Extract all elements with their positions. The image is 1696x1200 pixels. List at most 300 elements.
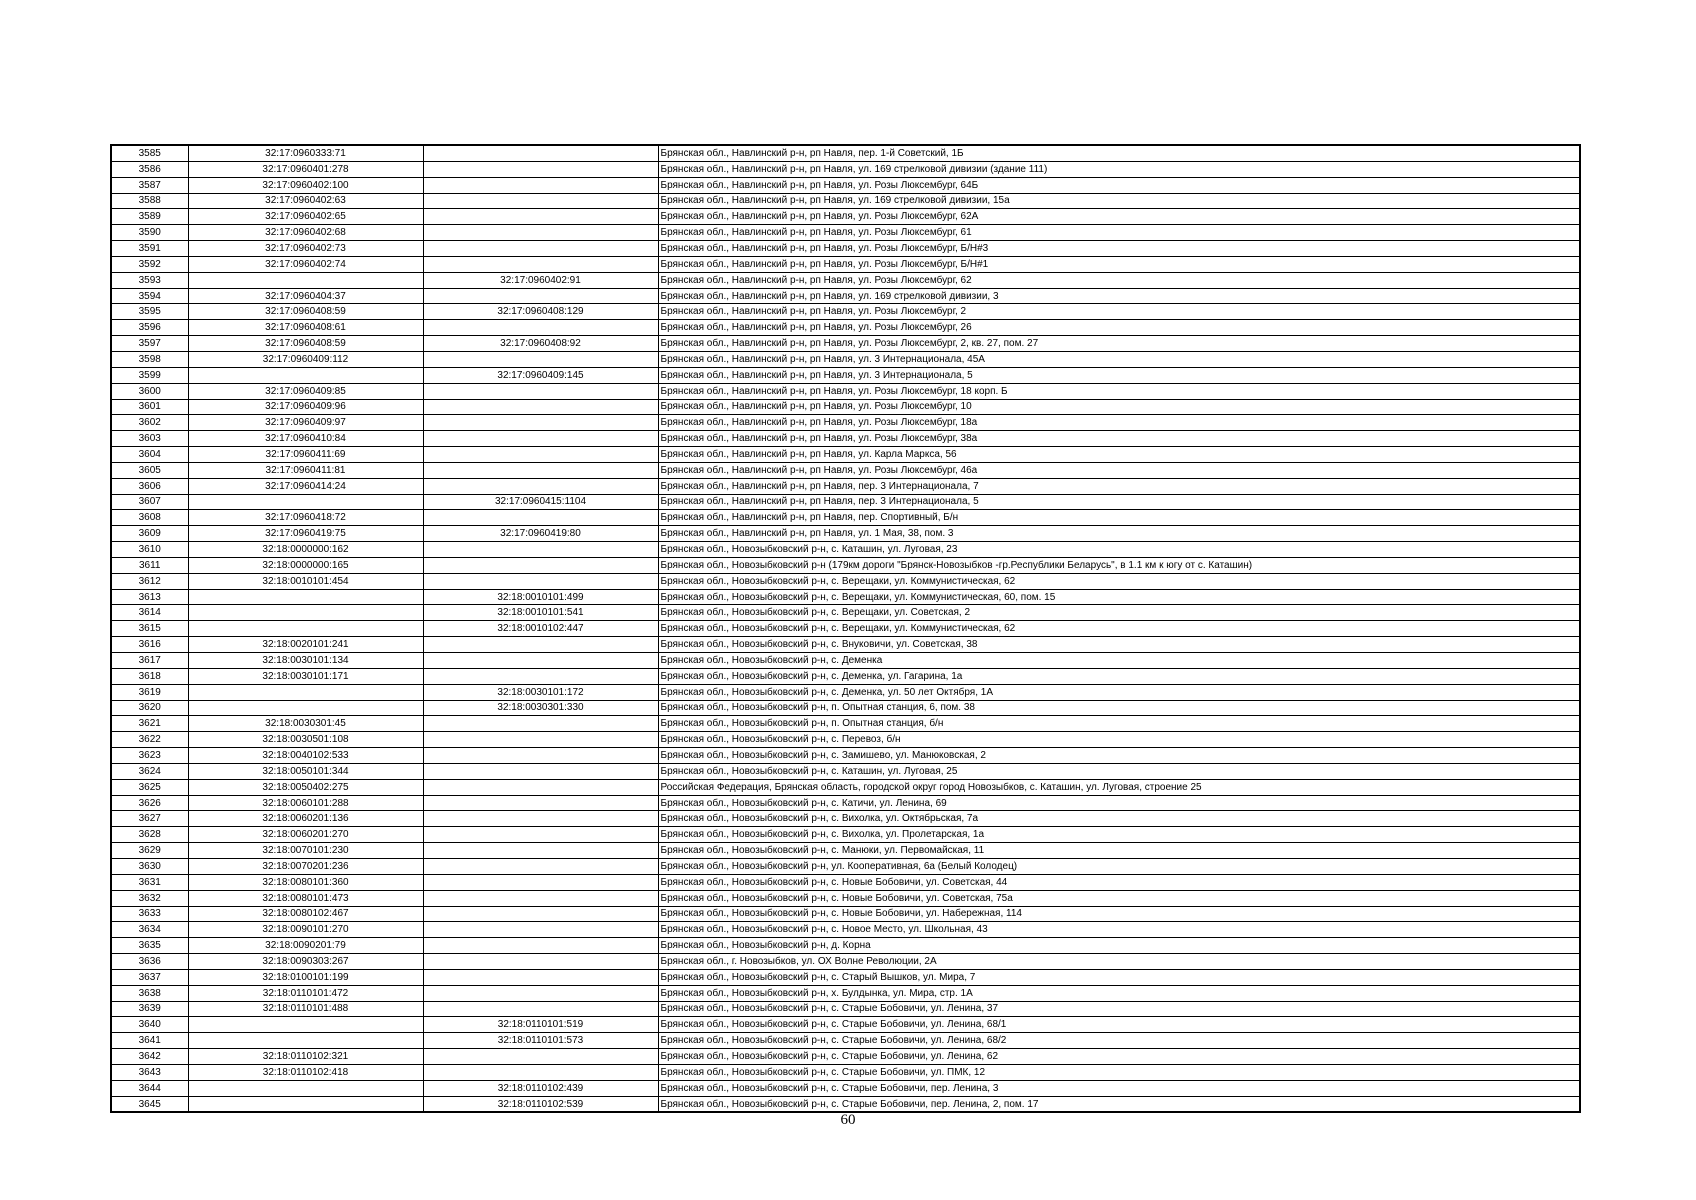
address: Российская Федерация, Брянская область, городской округ город Новозыбков, с. Каташин, ул. Луговая, строение 25 (658, 779, 1580, 795)
address: Брянская обл., Новозыбковский р-н, с. Деменка, ул. 50 лет Октября, 1А (658, 684, 1580, 700)
row-number: 3643 (111, 1064, 188, 1080)
row-number: 3607 (111, 494, 188, 510)
cadastral-number-secondary (423, 874, 658, 890)
cadastral-number-secondary (423, 177, 658, 193)
address: Брянская обл., Навлинский р-н, рп Навля, ул. Розы Люксембург, Б/Н#1 (658, 256, 1580, 272)
cadastral-number: 32:17:0960402:65 (188, 209, 423, 225)
address: Брянская обл., Новозыбковский р-н, п. Опытная станция, б/н (658, 716, 1580, 732)
cadastral-number (188, 621, 423, 637)
row-number: 3623 (111, 748, 188, 764)
table-row (111, 684, 1580, 700)
table-row (111, 1049, 1580, 1065)
row-number: 3585 (111, 145, 188, 161)
cadastral-number-secondary (423, 1049, 658, 1065)
cadastral-number: 32:17:0960404:37 (188, 288, 423, 304)
row-number: 3628 (111, 827, 188, 843)
cadastral-number: 32:17:0960401:278 (188, 161, 423, 177)
address: Брянская обл., Новозыбковский р-н, с. Перевоз, б/н (658, 732, 1580, 748)
address: Брянская обл., г. Новозыбков, ул. ОХ Волне Революции, 2А (658, 954, 1580, 970)
address: Брянская обл., Новозыбковский р-н (179км дороги "Брянск-Новозыбков -гр.Республики Беларусь", в 1.1 км к югу от с. Каташин) (658, 557, 1580, 573)
cadastral-number-secondary (423, 225, 658, 241)
address: Брянская обл., Навлинский р-н, рп Навля, пер. 3 Интернационала, 7 (658, 478, 1580, 494)
row-number: 3588 (111, 193, 188, 209)
cadastral-number-secondary (423, 415, 658, 431)
table-row (111, 383, 1580, 399)
row-number: 3602 (111, 415, 188, 431)
cadastral-number (188, 1017, 423, 1033)
address: Брянская обл., Новозыбковский р-н, с. Новые Бобовичи, ул. Набережная, 114 (658, 906, 1580, 922)
cadastral-number-secondary (423, 557, 658, 573)
address: Брянская обл., Новозыбковский р-н, с. Новые Бобовичи, ул. Советская, 75а (658, 890, 1580, 906)
row-number: 3608 (111, 510, 188, 526)
row-number: 3597 (111, 336, 188, 352)
cadastral-number-secondary: 32:18:0010101:499 (423, 589, 658, 605)
row-number: 3618 (111, 668, 188, 684)
row-number: 3596 (111, 320, 188, 336)
cadastral-number: 32:17:0960402:73 (188, 241, 423, 257)
cadastral-number-secondary (423, 145, 658, 161)
row-number: 3644 (111, 1080, 188, 1096)
cadastral-number: 32:17:0960418:72 (188, 510, 423, 526)
address: Брянская обл., Новозыбковский р-н, с. Старые Бобовичи, пер. Ленина, 2, пом. 17 (658, 1096, 1580, 1112)
table-row (111, 874, 1580, 890)
cadastral-number-secondary: 32:17:0960409:145 (423, 367, 658, 383)
cadastral-number-secondary (423, 193, 658, 209)
row-number: 3620 (111, 700, 188, 716)
cadastral-number-secondary (423, 795, 658, 811)
cadastral-number-secondary (423, 209, 658, 225)
row-number: 3639 (111, 1001, 188, 1017)
cadastral-number (188, 1096, 423, 1112)
row-number: 3641 (111, 1033, 188, 1049)
table-row (111, 288, 1580, 304)
cadastral-number: 32:18:0080101:473 (188, 890, 423, 906)
cadastral-number-secondary: 32:18:0030301:330 (423, 700, 658, 716)
cadastral-number: 32:17:0960409:112 (188, 351, 423, 367)
table-row (111, 858, 1580, 874)
cadastral-number (188, 494, 423, 510)
cadastral-number-secondary (423, 748, 658, 764)
table-row (111, 668, 1580, 684)
cadastral-number-secondary: 32:17:0960402:91 (423, 272, 658, 288)
row-number: 3601 (111, 399, 188, 415)
table-row (111, 779, 1580, 795)
cadastral-number-secondary (423, 653, 658, 669)
cadastral-number-secondary (423, 241, 658, 257)
cadastral-number-secondary (423, 843, 658, 859)
cadastral-number: 32:17:0960411:69 (188, 447, 423, 463)
table-row (111, 526, 1580, 542)
cadastral-number-secondary (423, 985, 658, 1001)
table-row (111, 478, 1580, 494)
address: Брянская обл., Навлинский р-н, рп Навля, ул. 1 Мая, 38, пом. 3 (658, 526, 1580, 542)
cadastral-number-secondary (423, 827, 658, 843)
row-number: 3636 (111, 954, 188, 970)
cadastral-number: 32:17:0960408:61 (188, 320, 423, 336)
table-row (111, 399, 1580, 415)
cadastral-number: 32:17:0960408:59 (188, 304, 423, 320)
row-number: 3611 (111, 557, 188, 573)
address: Брянская обл., Новозыбковский р-н, с. Старые Бобовичи, ул. ПМК, 12 (658, 1064, 1580, 1080)
cadastral-number-secondary (423, 320, 658, 336)
row-number: 3633 (111, 906, 188, 922)
cadastral-number-secondary (423, 922, 658, 938)
cadastral-number-secondary (423, 399, 658, 415)
cadastral-number-secondary: 32:18:0010102:447 (423, 621, 658, 637)
table-row (111, 890, 1580, 906)
cadastral-number-secondary (423, 573, 658, 589)
row-number: 3629 (111, 843, 188, 859)
row-number: 3599 (111, 367, 188, 383)
address: Брянская обл., Новозыбковский р-н, с. Деменка (658, 653, 1580, 669)
cadastral-number: 32:17:0960414:24 (188, 478, 423, 494)
cadastral-number-secondary (423, 811, 658, 827)
cadastral-number-secondary (423, 954, 658, 970)
address: Брянская обл., Навлинский р-н, рп Навля, ул. Розы Люксембург, 10 (658, 399, 1580, 415)
address: Брянская обл., Навлинский р-н, рп Навля, ул. Розы Люксембург, 2 (658, 304, 1580, 320)
address: Брянская обл., Навлинский р-н, рп Навля, ул. 169 стрелковой дивизии, 15а (658, 193, 1580, 209)
cadastral-number: 32:18:0090303:267 (188, 954, 423, 970)
row-number: 3630 (111, 858, 188, 874)
cadastral-number: 32:17:0960402:63 (188, 193, 423, 209)
cadastral-number: 32:17:0960402:68 (188, 225, 423, 241)
row-number: 3589 (111, 209, 188, 225)
row-number: 3642 (111, 1049, 188, 1065)
address: Брянская обл., Новозыбковский р-н, с. Катичи, ул. Ленина, 69 (658, 795, 1580, 811)
row-number: 3625 (111, 779, 188, 795)
cadastral-number: 32:18:0030301:45 (188, 716, 423, 732)
row-number: 3634 (111, 922, 188, 938)
cadastral-number: 32:18:0020101:241 (188, 637, 423, 653)
row-number: 3638 (111, 985, 188, 1001)
cadastral-number: 32:17:0960402:74 (188, 256, 423, 272)
cadastral-number: 32:18:0010101:454 (188, 573, 423, 589)
cadastral-number-secondary (423, 637, 658, 653)
row-number: 3616 (111, 637, 188, 653)
cadastral-number (188, 367, 423, 383)
table-row (111, 272, 1580, 288)
table-row (111, 700, 1580, 716)
table-row (111, 1001, 1580, 1017)
address: Брянская обл., Навлинский р-н, рп Навля, ул. Розы Люксембург, 26 (658, 320, 1580, 336)
cadastral-number: 32:18:0030101:171 (188, 668, 423, 684)
cadastral-number-secondary (423, 779, 658, 795)
cadastral-number-secondary: 32:18:0010101:541 (423, 605, 658, 621)
cadastral-number: 32:17:0960333:71 (188, 145, 423, 161)
row-number: 3617 (111, 653, 188, 669)
cadastral-number-secondary (423, 383, 658, 399)
address: Брянская обл., Навлинский р-н, рп Навля, пер. 1-й Советский, 1Б (658, 145, 1580, 161)
row-number: 3621 (111, 716, 188, 732)
table-row (111, 637, 1580, 653)
cadastral-number-secondary: 32:18:0110101:519 (423, 1017, 658, 1033)
address: Брянская обл., Навлинский р-н, рп Навля, ул. Розы Люксембург, 61 (658, 225, 1580, 241)
cadastral-number-secondary (423, 906, 658, 922)
cadastral-number: 32:18:0060201:136 (188, 811, 423, 827)
table-row (111, 732, 1580, 748)
table-row (111, 351, 1580, 367)
table-row (111, 304, 1580, 320)
address: Брянская обл., Навлинский р-н, рп Навля, ул. Розы Люксембург, 2, кв. 27, пом. 27 (658, 336, 1580, 352)
row-number: 3595 (111, 304, 188, 320)
cadastral-number (188, 589, 423, 605)
address: Брянская обл., Навлинский р-н, рп Навля, ул. Карла Маркса, 56 (658, 447, 1580, 463)
address: Брянская обл., Новозыбковский р-н, с. Верещаки, ул. Коммунистическая, 62 (658, 621, 1580, 637)
cadastral-number-secondary: 32:18:0110102:439 (423, 1080, 658, 1096)
cadastral-number-secondary: 32:17:0960415:1104 (423, 494, 658, 510)
address: Брянская обл., Новозыбковский р-н, д. Корна (658, 938, 1580, 954)
cadastral-number: 32:18:0080102:467 (188, 906, 423, 922)
cadastral-number-secondary: 32:17:0960408:92 (423, 336, 658, 352)
address: Брянская обл., Навлинский р-н, рп Навля, ул. 169 стрелковой дивизии (здание 111) (658, 161, 1580, 177)
row-number: 3631 (111, 874, 188, 890)
address: Брянская обл., Навлинский р-н, рп Навля, пер. 3 Интернационала, 5 (658, 494, 1580, 510)
address: Брянская обл., Новозыбковский р-н, с. Старые Бобовичи, ул. Ленина, 62 (658, 1049, 1580, 1065)
table-row (111, 605, 1580, 621)
table-row (111, 763, 1580, 779)
row-number: 3612 (111, 573, 188, 589)
address: Брянская обл., Новозыбковский р-н, с. Старые Бобовичи, ул. Ленина, 68/1 (658, 1017, 1580, 1033)
row-number: 3592 (111, 256, 188, 272)
row-number: 3615 (111, 621, 188, 637)
cadastral-number: 32:18:0030501:108 (188, 732, 423, 748)
address: Брянская обл., Навлинский р-н, рп Навля, ул. 169 стрелковой дивизии, 3 (658, 288, 1580, 304)
cadastral-number: 32:17:0960411:81 (188, 462, 423, 478)
row-number: 3590 (111, 225, 188, 241)
cadastral-number-secondary: 32:18:0110101:573 (423, 1033, 658, 1049)
table-row (111, 415, 1580, 431)
address: Брянская обл., Новозыбковский р-н, с. Каташин, ул. Луговая, 25 (658, 763, 1580, 779)
cadastral-number: 32:18:0100101:199 (188, 969, 423, 985)
cadastral-number (188, 605, 423, 621)
cadastral-number-secondary (423, 478, 658, 494)
address: Брянская обл., Новозыбковский р-н, с. Вихолка, ул. Пролетарская, 1а (658, 827, 1580, 843)
address: Брянская обл., Навлинский р-н, рп Навля, ул. Розы Люксембург, 18 корп. Б (658, 383, 1580, 399)
cadastral-number (188, 1080, 423, 1096)
table-row (111, 573, 1580, 589)
cadastral-number (188, 684, 423, 700)
address: Брянская обл., Навлинский р-н, рп Навля, ул. Розы Люксембург, 62А (658, 209, 1580, 225)
table-row (111, 256, 1580, 272)
cadastral-number: 32:18:0110101:472 (188, 985, 423, 1001)
cadastral-number-secondary (423, 1001, 658, 1017)
address: Брянская обл., Навлинский р-н, рп Навля, ул. Розы Люксембург, 38а (658, 431, 1580, 447)
cadastral-number (188, 272, 423, 288)
cadastral-number-secondary (423, 256, 658, 272)
table-row (111, 510, 1580, 526)
table-row (111, 922, 1580, 938)
cadastral-number-secondary (423, 668, 658, 684)
row-number: 3635 (111, 938, 188, 954)
cadastral-number-secondary (423, 510, 658, 526)
cadastral-number-secondary (423, 1064, 658, 1080)
cadastral-number: 32:18:0030101:134 (188, 653, 423, 669)
cadastral-number: 32:18:0110101:488 (188, 1001, 423, 1017)
address: Брянская обл., Новозыбковский р-н, с. Старые Бобовичи, пер. Ленина, 3 (658, 1080, 1580, 1096)
address: Брянская обл., Новозыбковский р-н, х. Булдынка, ул. Мира, стр. 1А (658, 985, 1580, 1001)
address: Брянская обл., Навлинский р-н, рп Навля, ул. Розы Люксембург, Б/Н#3 (658, 241, 1580, 257)
row-number: 3605 (111, 462, 188, 478)
row-number: 3640 (111, 1017, 188, 1033)
address: Брянская обл., Новозыбковский р-н, с. Старые Бобовичи, ул. Ленина, 37 (658, 1001, 1580, 1017)
address: Брянская обл., Новозыбковский р-н, с. Старые Бобовичи, ул. Ленина, 68/2 (658, 1033, 1580, 1049)
address: Брянская обл., Навлинский р-н, рп Навля, ул. Розы Люксембург, 46а (658, 462, 1580, 478)
cadastral-number-secondary (423, 858, 658, 874)
row-number: 3645 (111, 1096, 188, 1112)
address: Брянская обл., Навлинский р-н, рп Навля, ул. Розы Люксембург, 18а (658, 415, 1580, 431)
cadastral-number-secondary (423, 732, 658, 748)
cadastral-number-secondary: 32:18:0030101:172 (423, 684, 658, 700)
address: Брянская обл., Навлинский р-н, рп Навля, ул. 3 Интернационала, 5 (658, 367, 1580, 383)
cadastral-number-secondary (423, 969, 658, 985)
row-number: 3627 (111, 811, 188, 827)
address: Брянская обл., Навлинский р-н, рп Навля, пер. Спортивный, Б/н (658, 510, 1580, 526)
cadastral-number (188, 1033, 423, 1049)
row-number: 3606 (111, 478, 188, 494)
table-row (111, 447, 1580, 463)
row-number: 3591 (111, 241, 188, 257)
row-number: 3626 (111, 795, 188, 811)
table-row (111, 985, 1580, 1001)
table-row (111, 145, 1580, 161)
table-row (111, 938, 1580, 954)
table-row (111, 795, 1580, 811)
cadastral-number-secondary: 32:18:0110102:539 (423, 1096, 658, 1112)
table-row (111, 177, 1580, 193)
property-table-body (111, 145, 1580, 1112)
cadastral-number: 32:17:0960408:59 (188, 336, 423, 352)
cadastral-number: 32:18:0000000:162 (188, 542, 423, 558)
address: Брянская обл., Навлинский р-н, рп Навля, ул. Розы Люксембург, 62 (658, 272, 1580, 288)
row-number: 3598 (111, 351, 188, 367)
cadastral-number-secondary: 32:17:0960419:80 (423, 526, 658, 542)
row-number: 3586 (111, 161, 188, 177)
row-number: 3609 (111, 526, 188, 542)
table-row (111, 1096, 1580, 1112)
table-row (111, 225, 1580, 241)
address: Брянская обл., Новозыбковский р-н, с. Вихолка, ул. Октябрьская, 7а (658, 811, 1580, 827)
table-row (111, 1080, 1580, 1096)
cadastral-number: 32:18:0060201:270 (188, 827, 423, 843)
address: Брянская обл., Навлинский р-н, рп Навля, ул. 3 Интернационала, 45А (658, 351, 1580, 367)
cadastral-number (188, 700, 423, 716)
cadastral-number: 32:18:0000000:165 (188, 557, 423, 573)
table-row (111, 494, 1580, 510)
table-row (111, 367, 1580, 383)
row-number: 3604 (111, 447, 188, 463)
cadastral-number: 32:17:0960409:85 (188, 383, 423, 399)
address: Брянская обл., Новозыбковский р-н, с. Замишево, ул. Манюковская, 2 (658, 748, 1580, 764)
cadastral-number: 32:18:0070101:230 (188, 843, 423, 859)
table-row (111, 1017, 1580, 1033)
table-row (111, 954, 1580, 970)
cadastral-number: 32:18:0110102:321 (188, 1049, 423, 1065)
address: Брянская обл., Новозыбковский р-н, с. Каташин, ул. Луговая, 23 (658, 542, 1580, 558)
cadastral-number: 32:18:0090201:79 (188, 938, 423, 954)
row-number: 3600 (111, 383, 188, 399)
cadastral-number-secondary: 32:17:0960408:129 (423, 304, 658, 320)
cadastral-number-secondary (423, 288, 658, 304)
cadastral-number: 32:17:0960410:84 (188, 431, 423, 447)
table-row (111, 827, 1580, 843)
table-row (111, 589, 1580, 605)
cadastral-number: 32:17:0960419:75 (188, 526, 423, 542)
table-row (111, 241, 1580, 257)
row-number: 3594 (111, 288, 188, 304)
table-row (111, 193, 1580, 209)
address: Брянская обл., Новозыбковский р-н, с. Новое Место, ул. Школьная, 43 (658, 922, 1580, 938)
cadastral-number-secondary (423, 447, 658, 463)
cadastral-number-secondary (423, 431, 658, 447)
table-row (111, 431, 1580, 447)
address: Брянская обл., Навлинский р-н, рп Навля, ул. Розы Люксембург, 64Б (658, 177, 1580, 193)
table-row (111, 542, 1580, 558)
table-row (111, 906, 1580, 922)
address: Брянская обл., Новозыбковский р-н, п. Опытная станция, 6, пом. 38 (658, 700, 1580, 716)
table-row (111, 209, 1580, 225)
cadastral-number: 32:17:0960409:97 (188, 415, 423, 431)
table-row (111, 320, 1580, 336)
table-row (111, 336, 1580, 352)
row-number: 3624 (111, 763, 188, 779)
cadastral-number-secondary (423, 161, 658, 177)
row-number: 3593 (111, 272, 188, 288)
table-row (111, 1064, 1580, 1080)
table-row (111, 843, 1580, 859)
table-row (111, 748, 1580, 764)
table-row (111, 161, 1580, 177)
cadastral-number: 32:17:0960402:100 (188, 177, 423, 193)
table-row (111, 811, 1580, 827)
property-table (110, 144, 1581, 1113)
row-number: 3610 (111, 542, 188, 558)
address: Брянская обл., Новозыбковский р-н, с. Старый Вышков, ул. Мира, 7 (658, 969, 1580, 985)
address: Брянская обл., Новозыбковский р-н, с. Внуковичи, ул. Советская, 38 (658, 637, 1580, 653)
address: Брянская обл., Новозыбковский р-н, с. Манюки, ул. Первомайская, 11 (658, 843, 1580, 859)
table-row (111, 653, 1580, 669)
cadastral-number: 32:18:0060101:288 (188, 795, 423, 811)
cadastral-number: 32:18:0090101:270 (188, 922, 423, 938)
cadastral-number: 32:18:0050101:344 (188, 763, 423, 779)
address: Брянская обл., Новозыбковский р-н, с. Верещаки, ул. Коммунистическая, 62 (658, 573, 1580, 589)
address: Брянская обл., Новозыбковский р-н, с. Новые Бобовичи, ул. Советская, 44 (658, 874, 1580, 890)
table-row (111, 557, 1580, 573)
cadastral-number: 32:17:0960409:96 (188, 399, 423, 415)
cadastral-number: 32:18:0110102:418 (188, 1064, 423, 1080)
cadastral-number-secondary (423, 462, 658, 478)
cadastral-number: 32:18:0040102:533 (188, 748, 423, 764)
row-number: 3619 (111, 684, 188, 700)
address: Брянская обл., Новозыбковский р-н, ул. Кооперативная, 6а (Белый Колодец) (658, 858, 1580, 874)
row-number: 3622 (111, 732, 188, 748)
row-number: 3614 (111, 605, 188, 621)
address: Брянская обл., Новозыбковский р-н, с. Деменка, ул. Гагарина, 1а (658, 668, 1580, 684)
row-number: 3637 (111, 969, 188, 985)
row-number: 3613 (111, 589, 188, 605)
table-row (111, 462, 1580, 478)
page-number: 60 (840, 1112, 856, 1128)
row-number: 3632 (111, 890, 188, 906)
address: Брянская обл., Новозыбковский р-н, с. Верещаки, ул. Коммунистическая, 60, пом. 15 (658, 589, 1580, 605)
cadastral-number-secondary (423, 716, 658, 732)
table-row (111, 716, 1580, 732)
table-row (111, 621, 1580, 637)
cadastral-number-secondary (423, 351, 658, 367)
cadastral-number-secondary (423, 938, 658, 954)
cadastral-number-secondary (423, 763, 658, 779)
cadastral-number: 32:18:0070201:236 (188, 858, 423, 874)
cadastral-number-secondary (423, 890, 658, 906)
